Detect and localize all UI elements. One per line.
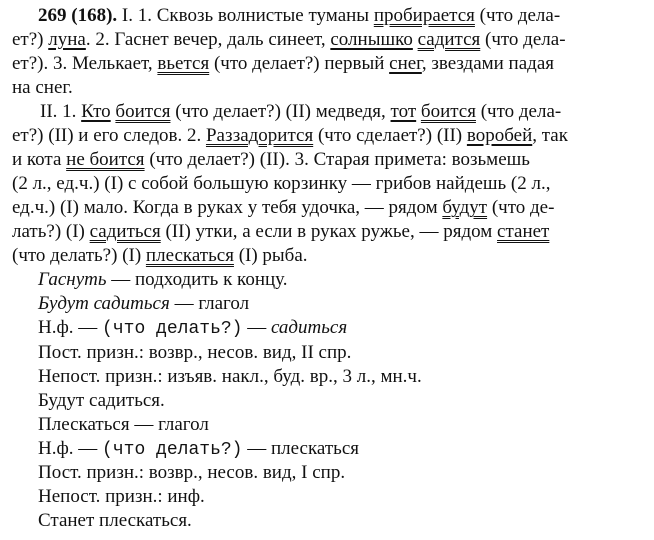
verb1-initial-form: Н.ф. — (что делать?) — садиться: [38, 317, 348, 339]
predicate: садиться: [89, 221, 161, 242]
verb2-constant-features: Пост. призн.: возвр., несов. вид, I спр.: [38, 462, 346, 483]
p1-line-1: 269 (168). I. 1. Сквозь волнистые туманы пробирается (что дела-: [38, 5, 561, 26]
gloss-term: Гаснуть: [38, 269, 107, 290]
subject: снег: [389, 53, 422, 74]
p2-line-7: (что делать?) (I) плескаться (I) рыба.: [12, 245, 308, 266]
predicate: Раззадорится: [205, 125, 314, 146]
verb2-example: Станет плескаться.: [38, 510, 192, 531]
verb1-variable-features: Непост. призн.: изъяв. накл., буд. вр., 3 л., мн.ч.: [38, 366, 422, 387]
question: (что делать?): [102, 319, 243, 339]
question: (что делать?): [102, 440, 243, 460]
gloss-line: Гаснуть — подходить к концу.: [38, 269, 288, 290]
predicate: станет: [497, 221, 550, 242]
verb2-heading: Плескаться — глагол: [38, 414, 209, 435]
subject: луна: [48, 29, 86, 50]
p2-line-6: лать?) (I) садиться (II) утки, а если в руках ружье, — рядом станет: [12, 221, 550, 242]
predicate: боится: [420, 101, 476, 122]
verb1-constant-features: Пост. призн.: возвр., несов. вид, II спр.: [38, 342, 352, 363]
predicate: пробирается: [373, 5, 475, 26]
predicate: не боится: [66, 149, 145, 170]
subject: солнышко: [330, 29, 413, 50]
p2-line-1: II. 1. Кто боится (что делает?) (II) медведя, тот боится (что дела-: [40, 101, 562, 122]
p1-line-2: ет?) луна. 2. Гаснет вечер, даль синеет, солнышко садится (что дела-: [12, 29, 566, 50]
predicate: будут: [442, 197, 488, 218]
p2-line-4: (2 л., ед.ч.) (I) с собой большую корзинку — грибов найдешь (2 л.,: [12, 173, 551, 194]
verb2-variable-features: Непост. призн.: инф.: [38, 486, 205, 507]
exercise-number: 269 (168).: [38, 5, 118, 26]
predicate: вьется: [157, 53, 210, 74]
p2-line-2: ет?) (II) и его следов. 2. Раззадорится (что сделает?) (II) воробей, так: [12, 125, 568, 146]
predicate: плескаться: [145, 245, 234, 266]
verb1-term: Будут садиться: [38, 293, 170, 314]
predicate: боится: [115, 101, 171, 122]
p2-line-3: и кота не боится (что делает?) (II). 3. Старая примета: возьмешь: [12, 149, 530, 170]
verb1-example: Будут садиться.: [38, 390, 165, 411]
infinitive: садиться: [270, 317, 348, 338]
predicate: садится: [417, 29, 481, 50]
subject: тот: [390, 101, 417, 122]
p1-line-3: ет?). 3. Мелькает, вьется (что делает?) первый снег, звездами падая: [12, 53, 555, 74]
verb2-initial-form: Н.ф. — (что делать?) — плескаться: [38, 438, 359, 460]
subject: Кто: [81, 101, 111, 122]
p1-line-4: на снег.: [12, 77, 73, 98]
verb1-heading: Будут садиться — глагол: [38, 293, 250, 314]
subject: воробей: [466, 125, 533, 146]
p2-line-5: ед.ч.) (I) мало. Когда в руках у тебя удочка, — рядом будут (что де-: [12, 197, 555, 218]
